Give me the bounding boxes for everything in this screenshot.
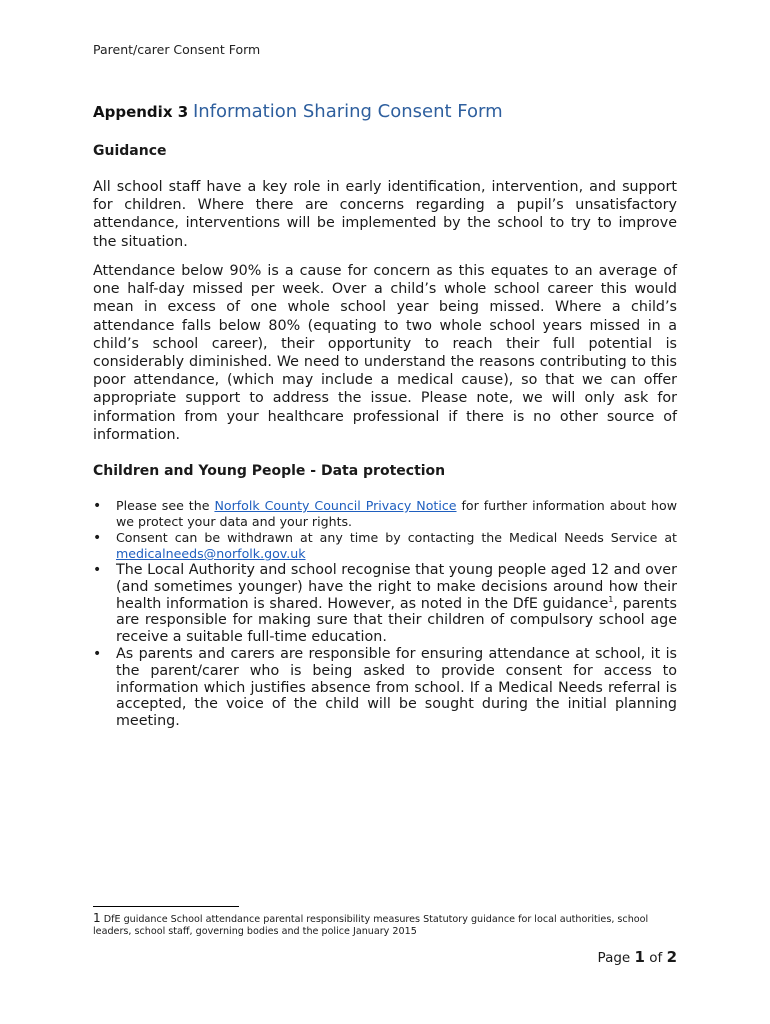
bullet-text: for further information about how we protect your data and your rights. — [116, 498, 677, 529]
email-link[interactable]: medicalneeds@norfolk.gov.uk — [116, 546, 306, 561]
page-of: of — [649, 950, 663, 966]
bullet-text: Consent can be withdrawn at any time by contacting the Medical Needs Service at — [116, 530, 677, 545]
data-protection-list — [93, 498, 677, 730]
page-label: Page — [597, 950, 631, 966]
page-header: Parent/carer Consent Form — [93, 42, 261, 57]
bullet-text: As parents and carers are responsible for ensuring attendance at school, it is the parent/carer who is being asked to provide consent for access to information which justifies absence from school. If a Medical Needs referral is accepted, the voice of the child will be sought during the initial planning meeting. — [116, 645, 677, 730]
list-item — [93, 498, 677, 530]
footnote-divider — [93, 906, 239, 907]
page-number — [598, 948, 677, 966]
list-item — [93, 646, 677, 730]
bullet-text: , parents are responsible for making sure that their children of compulsory school age receive a suitable full-time education. — [116, 595, 677, 646]
bullet-text: The Local Authority and school recognise that young people aged 12 and over (and sometimes younger) have the right to make decisions around how their health information is shared. However, as noted in the DfE guidance — [116, 562, 677, 612]
guidance-paragraph-1: All school staff have a key role in early identification, intervention, and support for children. Where there are concerns regarding a pupil’s unsatisfactory attendance, interventions will be implemented by the school to try to improve the situation. — [93, 179, 677, 250]
guidance-paragraph-2: Attendance below 90% is a cause for concern as this equates to an average of one half-day missed per week. Over a child’s whole school career this would mean in excess of one whole school year being missed. Where a child’s attendance falls below 80% (equating to two whole school years missed in a child’s school career), their opportunity to reach their full potential is considerably diminished. We need to understand the reasons contributing to this poor attendance, (which may include a medical cause), so that we can offer appropriate support to address the issue. Please note, we will only ask for information from your healthcare professional if there is no other source of information. — [93, 263, 677, 443]
privacy-notice-link[interactable]: Norfolk County Council Privacy Notice — [214, 498, 457, 513]
data-protection-heading: Children and Young People - Data protection — [93, 463, 446, 479]
footnote-ref[interactable]: 1 — [608, 594, 614, 604]
current-page: 1 — [634, 948, 645, 966]
list-item — [93, 562, 677, 646]
footnote-text: DfE guidance School attendance parental responsibility measures Statutory guidance for local authorities, school leaders, school staff, governing bodies and the police January 2015 — [93, 914, 649, 938]
guidance-heading: Guidance — [93, 143, 167, 159]
bullet-text: Please see the — [116, 498, 215, 513]
page-title — [93, 101, 503, 122]
title-form-name: Information Sharing Consent Form — [192, 101, 503, 122]
title-appendix: Appendix 3 — [93, 103, 189, 121]
list-item — [93, 530, 677, 562]
footnote — [93, 912, 677, 939]
total-pages: 2 — [666, 948, 677, 966]
footnote-number: 1 — [93, 911, 101, 925]
